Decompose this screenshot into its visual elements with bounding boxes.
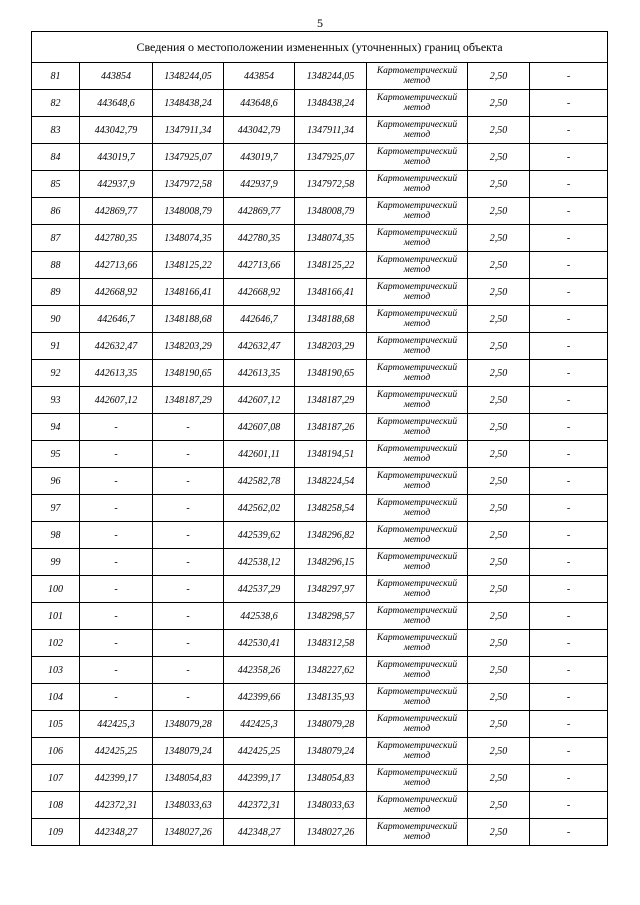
method-cell: Картометрический метод: [367, 387, 468, 414]
point-number-cell: 100: [32, 576, 80, 603]
point-number-cell: 85: [32, 171, 80, 198]
y-refined-cell: 1348135,93: [295, 684, 367, 711]
x-refined-cell: 442399,66: [224, 684, 295, 711]
table-row: [32, 414, 608, 441]
y-existing-cell: -: [153, 468, 224, 495]
method-cell: Картометрический метод: [367, 414, 468, 441]
accuracy-cell: 2,50: [468, 387, 530, 414]
method-cell: Картометрический метод: [367, 792, 468, 819]
table-row: [32, 819, 608, 846]
table-row: [32, 306, 608, 333]
method-cell: Картометрический метод: [367, 630, 468, 657]
table-row: [32, 387, 608, 414]
y-existing-cell: 1348187,29: [153, 387, 224, 414]
method-cell: Картометрический метод: [367, 576, 468, 603]
x-refined-cell: 442399,17: [224, 765, 295, 792]
table-row: [32, 441, 608, 468]
point-number-cell: 90: [32, 306, 80, 333]
accuracy-cell: 2,50: [468, 279, 530, 306]
x-existing-cell: 443648,6: [80, 90, 153, 117]
x-refined-cell: 442607,08: [224, 414, 295, 441]
note-cell: -: [530, 306, 608, 333]
accuracy-cell: 2,50: [468, 360, 530, 387]
y-refined-cell: 1348079,24: [295, 738, 367, 765]
accuracy-cell: 2,50: [468, 603, 530, 630]
y-existing-cell: -: [153, 522, 224, 549]
accuracy-cell: 2,50: [468, 576, 530, 603]
note-cell: -: [530, 738, 608, 765]
point-number-cell: 92: [32, 360, 80, 387]
y-refined-cell: 1347925,07: [295, 144, 367, 171]
note-cell: -: [530, 522, 608, 549]
note-cell: -: [530, 90, 608, 117]
y-existing-cell: 1347911,34: [153, 117, 224, 144]
point-number-cell: 107: [32, 765, 80, 792]
x-refined-cell: 442530,41: [224, 630, 295, 657]
accuracy-cell: 2,50: [468, 441, 530, 468]
y-refined-cell: 1348438,24: [295, 90, 367, 117]
x-existing-cell: 442632,47: [80, 333, 153, 360]
accuracy-cell: 2,50: [468, 63, 530, 90]
table-row: [32, 657, 608, 684]
point-number-cell: 109: [32, 819, 80, 846]
y-refined-cell: 1348027,26: [295, 819, 367, 846]
x-refined-cell: 443854: [224, 63, 295, 90]
x-refined-cell: 442538,6: [224, 603, 295, 630]
x-existing-cell: 442372,31: [80, 792, 153, 819]
x-refined-cell: 442538,12: [224, 549, 295, 576]
note-cell: -: [530, 711, 608, 738]
note-cell: -: [530, 468, 608, 495]
y-existing-cell: 1348008,79: [153, 198, 224, 225]
note-cell: -: [530, 792, 608, 819]
accuracy-cell: 2,50: [468, 333, 530, 360]
x-existing-cell: 442937,9: [80, 171, 153, 198]
note-cell: -: [530, 576, 608, 603]
accuracy-cell: 2,50: [468, 306, 530, 333]
y-refined-cell: 1348054,83: [295, 765, 367, 792]
table-row: [32, 549, 608, 576]
y-refined-cell: 1348194,51: [295, 441, 367, 468]
point-number-cell: 84: [32, 144, 80, 171]
point-number-cell: 96: [32, 468, 80, 495]
x-existing-cell: 442668,92: [80, 279, 153, 306]
y-existing-cell: 1348190,65: [153, 360, 224, 387]
accuracy-cell: 2,50: [468, 711, 530, 738]
page-number: 5: [317, 16, 323, 30]
y-existing-cell: 1348166,41: [153, 279, 224, 306]
x-refined-cell: 442646,7: [224, 306, 295, 333]
note-cell: -: [530, 279, 608, 306]
x-existing-cell: -: [80, 522, 153, 549]
y-existing-cell: -: [153, 603, 224, 630]
y-refined-cell: 1348203,29: [295, 333, 367, 360]
note-cell: -: [530, 414, 608, 441]
accuracy-cell: 2,50: [468, 225, 530, 252]
accuracy-cell: 2,50: [468, 468, 530, 495]
x-refined-cell: 442562,02: [224, 495, 295, 522]
point-number-cell: 104: [32, 684, 80, 711]
table-row: [32, 117, 608, 144]
point-number-cell: 103: [32, 657, 80, 684]
accuracy-cell: 2,50: [468, 792, 530, 819]
method-cell: Картометрический метод: [367, 117, 468, 144]
note-cell: -: [530, 603, 608, 630]
x-existing-cell: 442425,3: [80, 711, 153, 738]
accuracy-cell: 2,50: [468, 819, 530, 846]
accuracy-cell: 2,50: [468, 90, 530, 117]
table-row: [32, 198, 608, 225]
x-refined-cell: 443648,6: [224, 90, 295, 117]
x-existing-cell: 442613,35: [80, 360, 153, 387]
method-cell: Картометрический метод: [367, 468, 468, 495]
y-refined-cell: 1348298,57: [295, 603, 367, 630]
note-cell: -: [530, 495, 608, 522]
x-refined-cell: 442582,78: [224, 468, 295, 495]
x-refined-cell: 442613,35: [224, 360, 295, 387]
point-number-cell: 101: [32, 603, 80, 630]
table-row: [32, 144, 608, 171]
note-cell: -: [530, 657, 608, 684]
method-cell: Картометрический метод: [367, 360, 468, 387]
point-number-cell: 93: [32, 387, 80, 414]
accuracy-cell: 2,50: [468, 657, 530, 684]
method-cell: Картометрический метод: [367, 711, 468, 738]
y-refined-cell: 1348008,79: [295, 198, 367, 225]
method-cell: Картометрический метод: [367, 198, 468, 225]
note-cell: -: [530, 387, 608, 414]
method-cell: Картометрический метод: [367, 657, 468, 684]
method-cell: Картометрический метод: [367, 279, 468, 306]
y-existing-cell: -: [153, 684, 224, 711]
x-refined-cell: 442607,12: [224, 387, 295, 414]
note-cell: -: [530, 441, 608, 468]
x-refined-cell: 442668,92: [224, 279, 295, 306]
method-cell: Картометрический метод: [367, 144, 468, 171]
y-refined-cell: 1348258,54: [295, 495, 367, 522]
y-refined-cell: 1348312,58: [295, 630, 367, 657]
y-existing-cell: 1348027,26: [153, 819, 224, 846]
accuracy-cell: 2,50: [468, 549, 530, 576]
table-header: Сведения о местоположении измененных (уточненных) границ объекта: [32, 32, 608, 63]
x-existing-cell: 443042,79: [80, 117, 153, 144]
table-row: [32, 360, 608, 387]
method-cell: Картометрический метод: [367, 495, 468, 522]
y-refined-cell: 1348227,62: [295, 657, 367, 684]
y-existing-cell: 1348188,68: [153, 306, 224, 333]
x-refined-cell: 442937,9: [224, 171, 295, 198]
note-cell: -: [530, 117, 608, 144]
method-cell: Картометрический метод: [367, 738, 468, 765]
y-existing-cell: -: [153, 549, 224, 576]
method-cell: Картометрический метод: [367, 333, 468, 360]
y-existing-cell: 1348074,35: [153, 225, 224, 252]
y-refined-cell: 1348033,63: [295, 792, 367, 819]
note-cell: -: [530, 360, 608, 387]
point-number-cell: 91: [32, 333, 80, 360]
point-number-cell: 98: [32, 522, 80, 549]
y-existing-cell: 1348054,83: [153, 765, 224, 792]
note-cell: -: [530, 225, 608, 252]
x-refined-cell: 442358,26: [224, 657, 295, 684]
x-existing-cell: -: [80, 657, 153, 684]
table-row: [32, 225, 608, 252]
point-number-cell: 99: [32, 549, 80, 576]
note-cell: -: [530, 765, 608, 792]
table-row: [32, 792, 608, 819]
method-cell: Картометрический метод: [367, 549, 468, 576]
y-existing-cell: -: [153, 441, 224, 468]
point-number-cell: 86: [32, 198, 80, 225]
x-refined-cell: 442632,47: [224, 333, 295, 360]
x-refined-cell: 443042,79: [224, 117, 295, 144]
table-row: [32, 333, 608, 360]
y-existing-cell: -: [153, 495, 224, 522]
x-refined-cell: 443019,7: [224, 144, 295, 171]
y-refined-cell: 1348244,05: [295, 63, 367, 90]
x-existing-cell: 442425,25: [80, 738, 153, 765]
method-cell: Картометрический метод: [367, 684, 468, 711]
table-row: [32, 252, 608, 279]
y-existing-cell: 1348079,24: [153, 738, 224, 765]
point-number-cell: 95: [32, 441, 80, 468]
table-row: [32, 522, 608, 549]
note-cell: -: [530, 684, 608, 711]
method-cell: Картометрический метод: [367, 90, 468, 117]
method-cell: Картометрический метод: [367, 171, 468, 198]
y-existing-cell: 1348125,22: [153, 252, 224, 279]
accuracy-cell: 2,50: [468, 630, 530, 657]
point-number-cell: 89: [32, 279, 80, 306]
table-row: [32, 468, 608, 495]
y-existing-cell: 1347925,07: [153, 144, 224, 171]
point-number-cell: 82: [32, 90, 80, 117]
x-existing-cell: -: [80, 684, 153, 711]
y-existing-cell: 1348203,29: [153, 333, 224, 360]
note-cell: -: [530, 198, 608, 225]
x-existing-cell: -: [80, 603, 153, 630]
note-cell: -: [530, 333, 608, 360]
x-existing-cell: -: [80, 468, 153, 495]
y-existing-cell: 1347972,58: [153, 171, 224, 198]
y-refined-cell: 1348297,97: [295, 576, 367, 603]
accuracy-cell: 2,50: [468, 765, 530, 792]
table-row: [32, 738, 608, 765]
table-row: [32, 630, 608, 657]
method-cell: Картометрический метод: [367, 441, 468, 468]
x-existing-cell: 442713,66: [80, 252, 153, 279]
accuracy-cell: 2,50: [468, 252, 530, 279]
table-row: [32, 576, 608, 603]
table-row: [32, 765, 608, 792]
table-row: [32, 495, 608, 522]
note-cell: -: [530, 630, 608, 657]
point-number-cell: 81: [32, 63, 80, 90]
y-existing-cell: 1348079,28: [153, 711, 224, 738]
note-cell: -: [530, 549, 608, 576]
x-refined-cell: 442780,35: [224, 225, 295, 252]
accuracy-cell: 2,50: [468, 738, 530, 765]
method-cell: Картометрический метод: [367, 63, 468, 90]
note-cell: -: [530, 252, 608, 279]
y-refined-cell: 1348296,15: [295, 549, 367, 576]
table-row: [32, 90, 608, 117]
x-existing-cell: -: [80, 414, 153, 441]
method-cell: Картометрический метод: [367, 252, 468, 279]
y-refined-cell: 1348125,22: [295, 252, 367, 279]
note-cell: -: [530, 171, 608, 198]
y-refined-cell: 1348188,68: [295, 306, 367, 333]
x-refined-cell: 442425,25: [224, 738, 295, 765]
method-cell: Картометрический метод: [367, 819, 468, 846]
accuracy-cell: 2,50: [468, 117, 530, 144]
y-refined-cell: 1348187,26: [295, 414, 367, 441]
method-cell: Картометрический метод: [367, 225, 468, 252]
x-existing-cell: 442646,7: [80, 306, 153, 333]
point-number-cell: 97: [32, 495, 80, 522]
table-row: [32, 684, 608, 711]
table-row: [32, 171, 608, 198]
y-refined-cell: 1348190,65: [295, 360, 367, 387]
accuracy-cell: 2,50: [468, 522, 530, 549]
y-refined-cell: 1348079,28: [295, 711, 367, 738]
x-refined-cell: 442869,77: [224, 198, 295, 225]
y-refined-cell: 1347911,34: [295, 117, 367, 144]
x-existing-cell: 443019,7: [80, 144, 153, 171]
x-refined-cell: 442537,29: [224, 576, 295, 603]
accuracy-cell: 2,50: [468, 171, 530, 198]
table-row: [32, 711, 608, 738]
coordinates-table: [31, 31, 608, 846]
table-row: [32, 279, 608, 306]
x-refined-cell: 442539,62: [224, 522, 295, 549]
y-refined-cell: 1347972,58: [295, 171, 367, 198]
x-existing-cell: -: [80, 441, 153, 468]
y-existing-cell: -: [153, 414, 224, 441]
table-row: [32, 603, 608, 630]
x-existing-cell: -: [80, 495, 153, 522]
y-refined-cell: 1348187,29: [295, 387, 367, 414]
method-cell: Картометрический метод: [367, 603, 468, 630]
y-refined-cell: 1348296,82: [295, 522, 367, 549]
point-number-cell: 83: [32, 117, 80, 144]
method-cell: Картометрический метод: [367, 522, 468, 549]
y-refined-cell: 1348074,35: [295, 225, 367, 252]
x-existing-cell: 442607,12: [80, 387, 153, 414]
point-number-cell: 88: [32, 252, 80, 279]
x-existing-cell: 442399,17: [80, 765, 153, 792]
point-number-cell: 108: [32, 792, 80, 819]
table-row: [32, 63, 608, 90]
accuracy-cell: 2,50: [468, 684, 530, 711]
x-existing-cell: 442869,77: [80, 198, 153, 225]
y-existing-cell: -: [153, 576, 224, 603]
accuracy-cell: 2,50: [468, 495, 530, 522]
point-number-cell: 106: [32, 738, 80, 765]
point-number-cell: 105: [32, 711, 80, 738]
x-refined-cell: 442713,66: [224, 252, 295, 279]
note-cell: -: [530, 63, 608, 90]
accuracy-cell: 2,50: [468, 414, 530, 441]
y-existing-cell: -: [153, 657, 224, 684]
y-existing-cell: 1348033,63: [153, 792, 224, 819]
point-number-cell: 102: [32, 630, 80, 657]
note-cell: -: [530, 144, 608, 171]
y-refined-cell: 1348224,54: [295, 468, 367, 495]
method-cell: Картометрический метод: [367, 306, 468, 333]
y-existing-cell: 1348244,05: [153, 63, 224, 90]
x-refined-cell: 442425,3: [224, 711, 295, 738]
x-existing-cell: 442348,27: [80, 819, 153, 846]
accuracy-cell: 2,50: [468, 144, 530, 171]
y-refined-cell: 1348166,41: [295, 279, 367, 306]
point-number-cell: 94: [32, 414, 80, 441]
x-existing-cell: 443854: [80, 63, 153, 90]
point-number-cell: 87: [32, 225, 80, 252]
table-header-row: [32, 32, 608, 63]
x-refined-cell: 442372,31: [224, 792, 295, 819]
x-refined-cell: 442601,11: [224, 441, 295, 468]
y-existing-cell: 1348438,24: [153, 90, 224, 117]
note-cell: -: [530, 819, 608, 846]
x-existing-cell: 442780,35: [80, 225, 153, 252]
accuracy-cell: 2,50: [468, 198, 530, 225]
y-existing-cell: -: [153, 630, 224, 657]
x-existing-cell: -: [80, 576, 153, 603]
method-cell: Картометрический метод: [367, 765, 468, 792]
x-refined-cell: 442348,27: [224, 819, 295, 846]
x-existing-cell: -: [80, 549, 153, 576]
x-existing-cell: -: [80, 630, 153, 657]
